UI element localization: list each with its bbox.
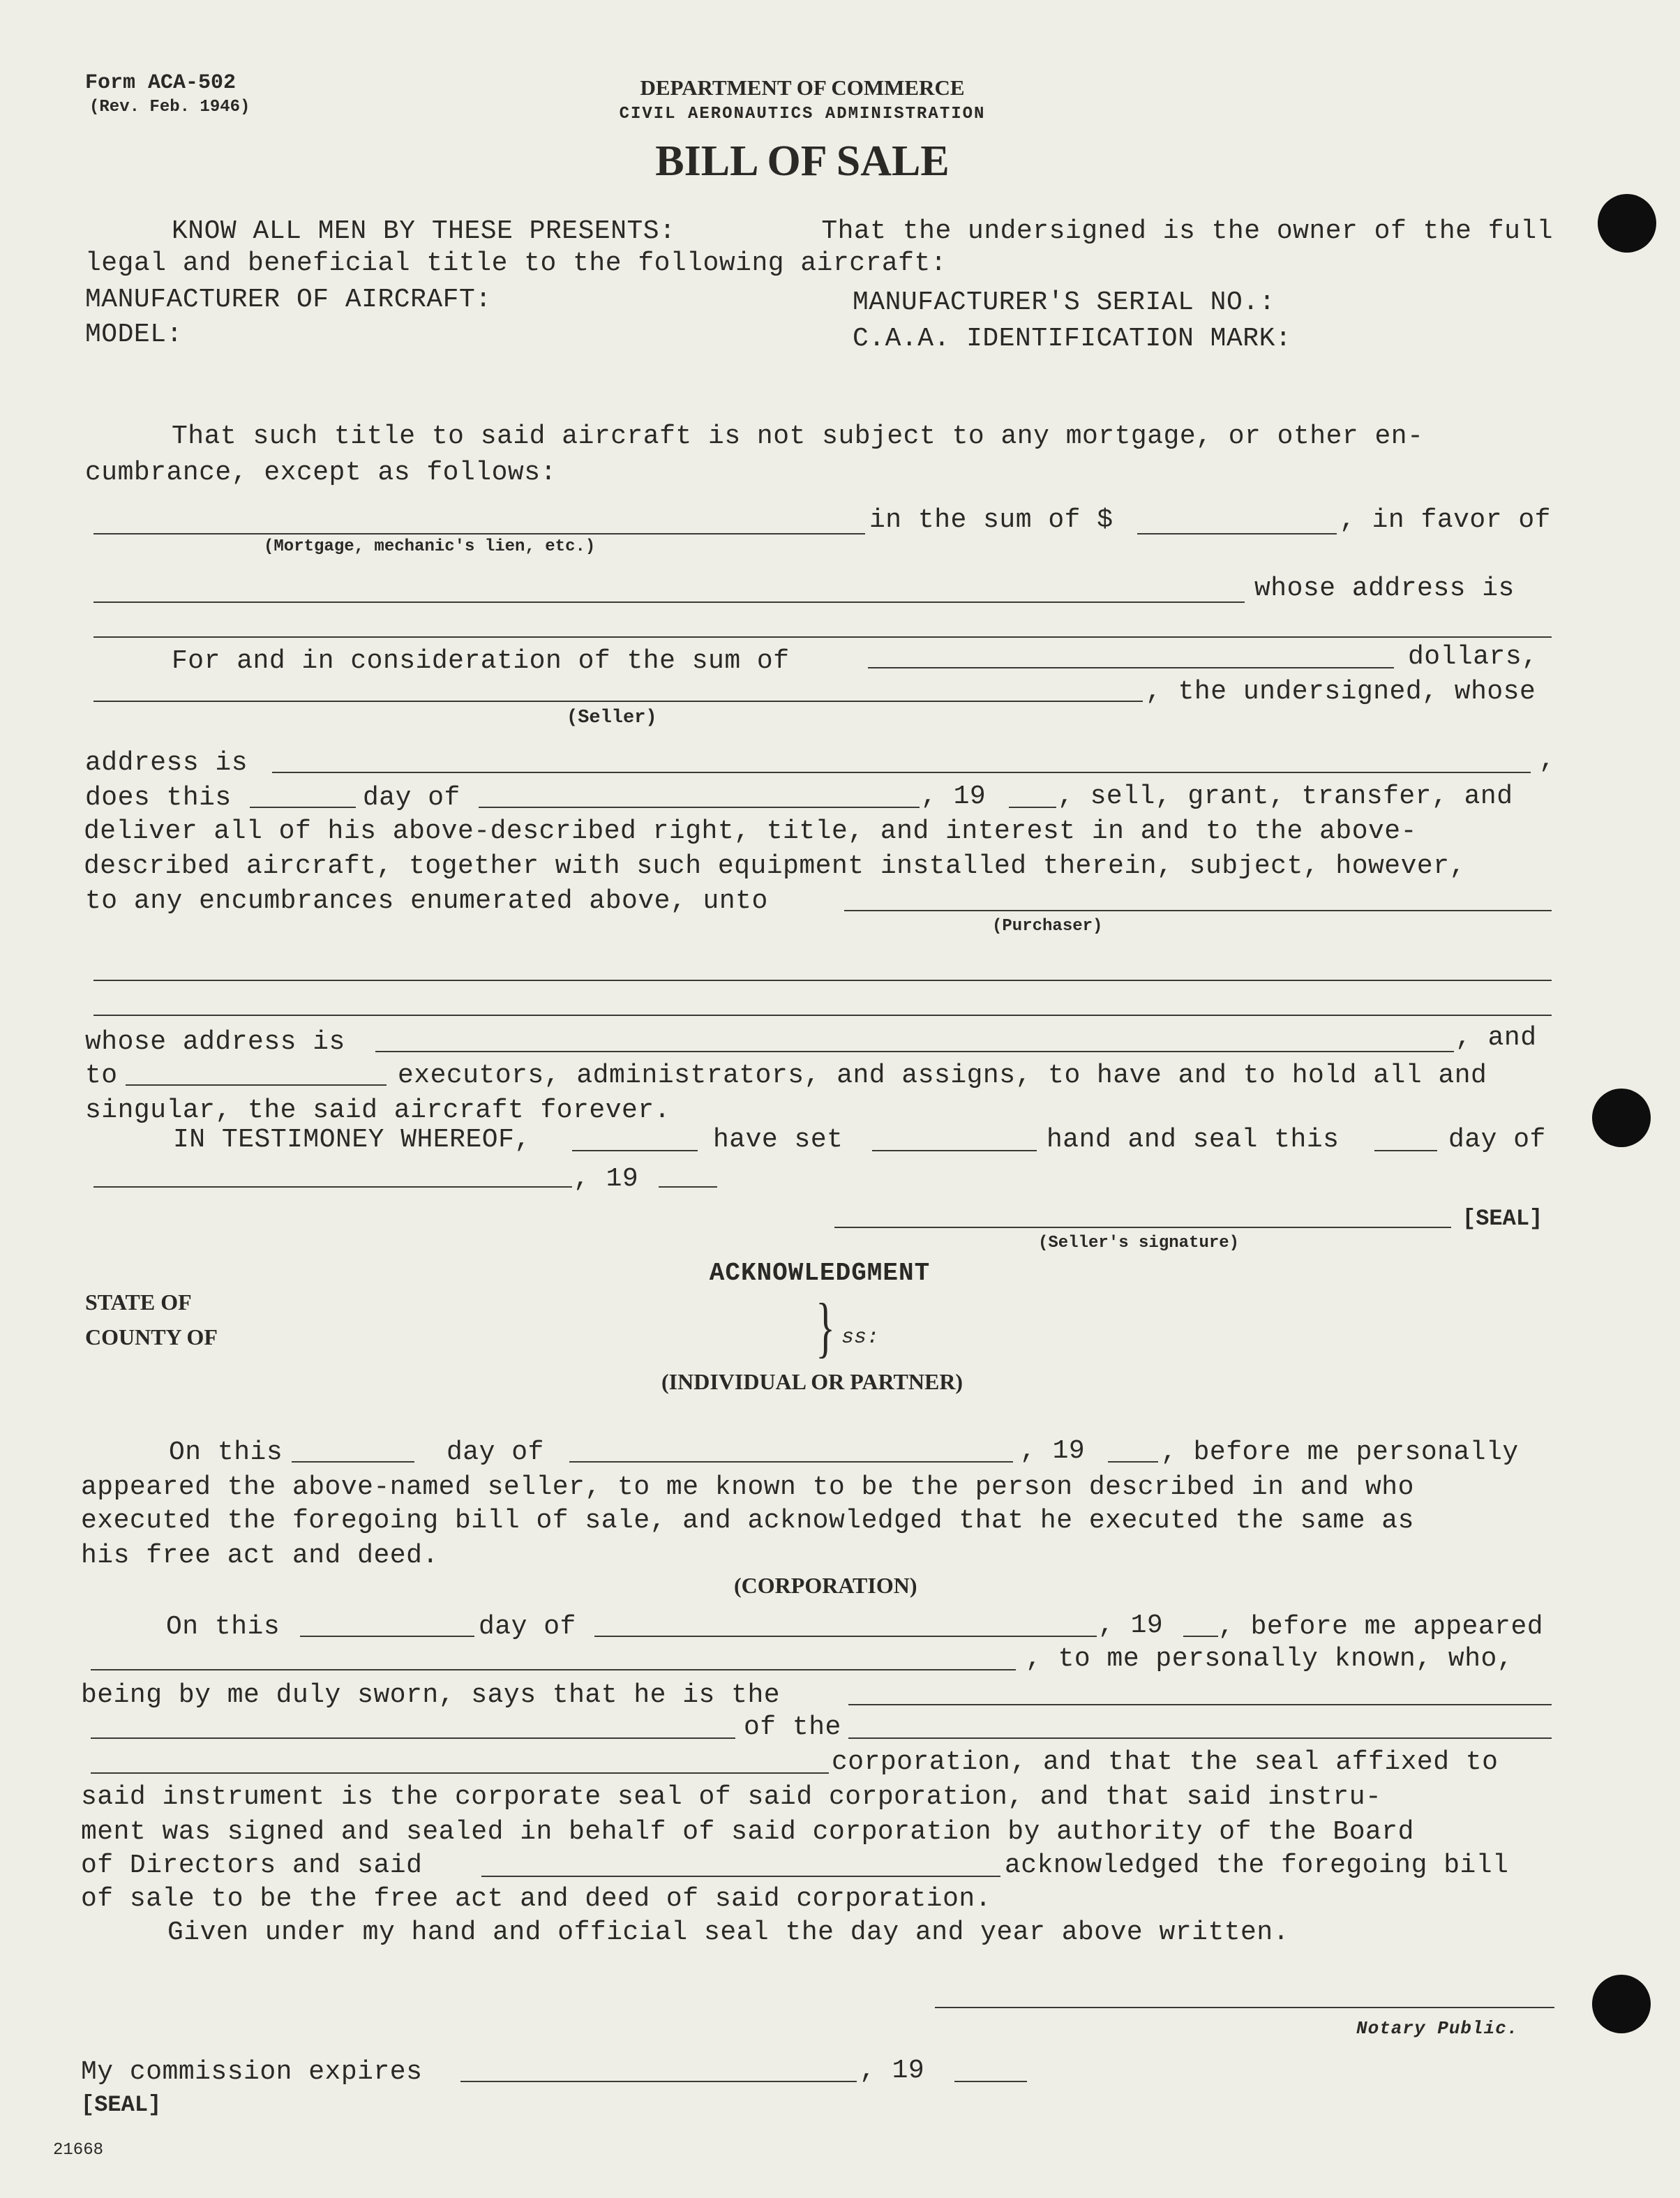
have-set-label: have set: [713, 1125, 843, 1155]
unto-label: to any encumbrances enumerated above, unto: [85, 886, 768, 916]
purchaser-caption: (Purchaser): [992, 917, 1103, 936]
deliver-line: deliver all of his above-described right, title, and interest in and to the above-: [84, 816, 1417, 846]
free-act-line: his free act and deed.: [81, 1541, 439, 1571]
corp-year-prefix: , 19: [1098, 1610, 1164, 1640]
executors-label: executors, administrators, and assigns, to have and to hold all and: [398, 1061, 1487, 1091]
purchaser-address-label: whose address is: [85, 1027, 345, 1057]
seller-signature-field[interactable]: [834, 1227, 1451, 1228]
singular-line: singular, the said aircraft forever.: [85, 1096, 670, 1126]
ind-day-of-label: day of: [447, 1437, 544, 1467]
ind-on-this-label: On this: [169, 1437, 283, 1467]
sworn-label: being by me duly sworn, says that he is the: [81, 1680, 781, 1710]
ss-label: ss:: [841, 1326, 880, 1350]
of-the-label: of the: [744, 1712, 841, 1742]
individual-heading: (INDIVIDUAL OR PARTNER): [661, 1369, 963, 1394]
sum-label: in the sum of $: [869, 505, 1113, 535]
executed-line: executed the foregoing bill of sale, and acknowledged that he executed the same as: [81, 1506, 1414, 1536]
corp-seal-label: corporation, and that the seal affixed to: [832, 1747, 1499, 1777]
appeared-line: appeared the above-named seller, to me known to be the person described in and who: [81, 1472, 1414, 1502]
notary-caption: Notary Public.: [1356, 2018, 1519, 2039]
footer-number: 21668: [53, 2141, 104, 2160]
ind-year-prefix: , 19: [1020, 1436, 1086, 1466]
of-sale-line: of sale to be the free act and deed of said corporation.: [81, 1884, 992, 1914]
testimony-day-field[interactable]: [1374, 1150, 1437, 1151]
and-label: , and: [1455, 1023, 1537, 1053]
before-appeared-label: , before me appeared: [1218, 1612, 1544, 1642]
commission-label: My commission expires: [81, 2057, 423, 2087]
sell-grant-label: , sell, grant, transfer, and: [1058, 782, 1513, 812]
model-label: MODEL:: [85, 320, 183, 350]
punch-hole-bottom: [1592, 1975, 1651, 2033]
sale-year-prefix: , 19: [921, 782, 987, 812]
encumbrance-line-1: That such title to said aircraft is not subject to any mortgage, or other en-: [172, 421, 1424, 451]
state-label: STATE OF: [85, 1289, 192, 1315]
intro-line-2: legal and beneficial title to the following aircraft:: [85, 248, 947, 278]
form-revision: (Rev. Feb. 1946): [89, 98, 250, 117]
administration-name: CIVIL AERONAUTICS ADMINISTRATION: [619, 105, 986, 124]
commission-year-prefix: , 19: [860, 2056, 925, 2086]
page-title: BILL OF SALE: [655, 137, 950, 185]
encumbrance-line-2: cumbrance, except as follows:: [85, 458, 557, 488]
consideration-amount-field[interactable]: [868, 667, 1394, 668]
favor-label: , in favor of: [1340, 505, 1551, 535]
purchaser-line-2[interactable]: [93, 980, 1552, 981]
seller-address-label: address is: [85, 748, 248, 778]
serial-label: MANUFACTURER'S SERIAL NO.:: [853, 287, 1275, 317]
instrument-line: said instrument is the corporate seal of said corporation, and that said instru-: [81, 1782, 1382, 1812]
corp-on-this-label: On this: [166, 1612, 280, 1642]
sale-month-field[interactable]: [479, 807, 920, 808]
seller-caption: (Seller): [567, 708, 657, 728]
commission-year-field[interactable]: [954, 2081, 1027, 2082]
ind-year-field[interactable]: [1108, 1461, 1158, 1463]
ind-day-field[interactable]: [292, 1461, 414, 1463]
favor-of-field[interactable]: [93, 601, 1245, 603]
corp-officer-field[interactable]: [481, 1876, 1000, 1877]
notary-signature-field[interactable]: [935, 2007, 1554, 2008]
punch-hole-top: [1598, 194, 1656, 253]
consideration-label: For and in consideration of the sum of: [172, 646, 790, 676]
seller-address-field[interactable]: [272, 772, 1531, 773]
encumbrance-address-field[interactable]: [93, 636, 1552, 638]
does-this-label: does this: [85, 783, 232, 813]
county-label: COUNTY OF: [85, 1324, 218, 1350]
sale-day-field[interactable]: [250, 807, 356, 808]
testimony-hand-field[interactable]: [872, 1150, 1037, 1151]
seller-seal: [SEAL]: [1462, 1206, 1543, 1232]
corp-day-of-label: day of: [479, 1612, 576, 1642]
to-label: to: [85, 1061, 118, 1091]
corp-day-field[interactable]: [300, 1636, 474, 1637]
purchaser-line-3[interactable]: [93, 1015, 1552, 1016]
corporation-heading: (CORPORATION): [734, 1573, 917, 1598]
intro-line-1: KNOW ALL MEN BY THESE PRESENTS: That the undersigned is the owner of the full: [172, 216, 1553, 246]
corp-year-field[interactable]: [1183, 1636, 1218, 1637]
acknowledgment-title: ACKNOWLEDGMENT: [709, 1259, 931, 1287]
hand-seal-label: hand and seal this: [1047, 1125, 1340, 1155]
testimony-month-field[interactable]: [93, 1186, 572, 1188]
purchaser-address-field[interactable]: [375, 1051, 1454, 1052]
to-whom-field[interactable]: [126, 1084, 387, 1086]
encumbrance-caption: (Mortgage, mechanic's lien, etc.): [264, 537, 596, 556]
acknowledged-label: acknowledged the foregoing bill: [1005, 1851, 1509, 1881]
encumbrance-sum-field[interactable]: [1137, 533, 1337, 534]
encumbrance-type-field[interactable]: [93, 533, 865, 534]
corp-title-field[interactable]: [848, 1704, 1552, 1705]
testimony-day-of-label: day of: [1448, 1125, 1546, 1155]
described-line: described aircraft, together with such equipment installed therein, subject, however,: [84, 851, 1466, 881]
corp-name-field[interactable]: [848, 1737, 1552, 1739]
testimony-label: IN TESTIMONEY WHEREOF,: [173, 1125, 531, 1155]
commission-date-field[interactable]: [460, 2081, 857, 2082]
testimony-year-field[interactable]: [659, 1186, 717, 1188]
comma-mark: ,: [1539, 745, 1556, 775]
whose-address-label: whose address is: [1254, 574, 1515, 604]
dollars-label: dollars,: [1408, 642, 1538, 672]
purchaser-name-field[interactable]: [844, 910, 1552, 911]
sale-day-of-label: day of: [363, 783, 460, 813]
notary-seal: [SEAL]: [81, 2092, 162, 2118]
department-name: DEPARTMENT OF COMMERCE: [640, 75, 965, 100]
ind-month-field[interactable]: [569, 1461, 1013, 1463]
corp-name-field-2[interactable]: [91, 1772, 829, 1774]
before-me-label: , before me personally: [1161, 1437, 1519, 1467]
sale-year-field[interactable]: [1009, 807, 1056, 808]
testimony-who-field[interactable]: [572, 1150, 698, 1151]
corp-person-field[interactable]: [91, 1669, 1016, 1670]
corp-title-field-2[interactable]: [91, 1737, 735, 1739]
corp-month-field[interactable]: [594, 1636, 1097, 1637]
identification-mark-label: C.A.A. IDENTIFICATION MARK:: [853, 324, 1292, 354]
manufacturer-label: MANUFACTURER OF AIRCRAFT:: [85, 285, 492, 315]
punch-hole-middle: [1592, 1089, 1651, 1147]
seller-name-field[interactable]: [93, 701, 1143, 702]
directors-label: of Directors and said: [81, 1851, 423, 1881]
undersigned-label: , the undersigned, whose: [1146, 677, 1536, 707]
form-id: Form ACA-502: [85, 71, 237, 95]
known-label: , to me personally known, who,: [1026, 1644, 1514, 1674]
signed-line: ment was signed and sealed in behalf of said corporation by authority of the Board: [81, 1817, 1414, 1847]
testimony-year-prefix: , 19: [573, 1164, 639, 1194]
given-line: Given under my hand and official seal the day and year above written.: [167, 1917, 1289, 1947]
seller-signature-caption: (Seller's signature): [1038, 1234, 1240, 1253]
venue-brace: }: [816, 1289, 835, 1364]
